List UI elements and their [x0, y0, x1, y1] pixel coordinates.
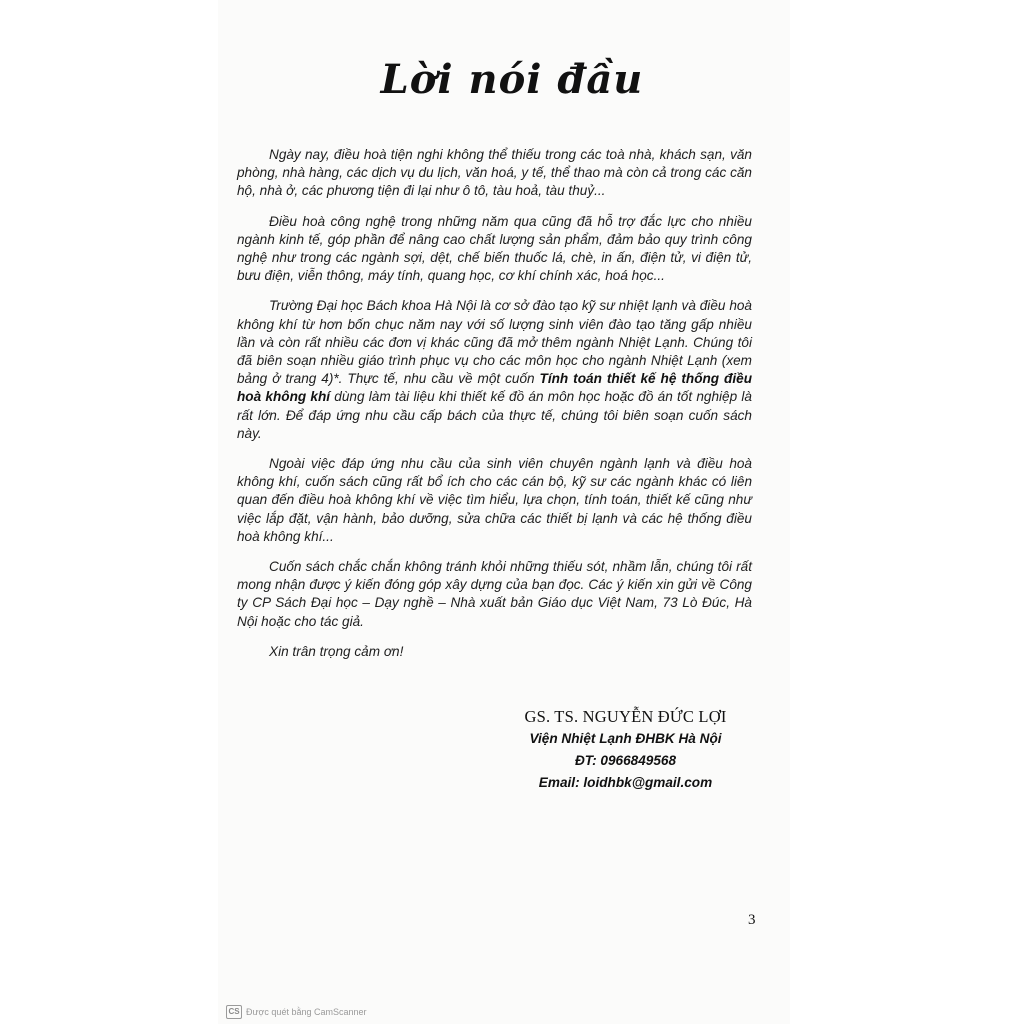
page-number: 3: [748, 912, 756, 928]
preface-body: [237, 146, 752, 673]
paragraph-1: Ngày nay, điều hoà tiện nghi không thể thiếu trong các toà nhà, khách sạn, văn phòng, nhà hàng, các dịch vụ du lịch, văn hoá, y tế, thể thao mà còn cả trong các căn hộ, nhà ở, các phương tiện đi lại như ô tô, tàu hoả, tàu thuỷ...: [237, 147, 752, 199]
paragraph-3: [237, 297, 752, 443]
paragraph-4: Ngoài việc đáp ứng nhu cầu của sinh viên chuyên ngành lạnh và điều hoà không khí, cuốn sách cũng rất bổ ích cho các cán bộ, kỹ sư các ngành khác có liên quan đến điều hoà không khí về việc tìm hiểu, lựa chọn, tính toán, thiết kế cũng như việc lắp đặt, vận hành, bảo dưỡng, sửa chữa các thiết bị lạnh và các hệ thống điều hoà không khí...: [237, 456, 752, 544]
paragraph-5: Cuốn sách chắc chắn không tránh khỏi những thiếu sót, nhầm lẫn, chúng tôi rất mong nhận được ý kiến đóng góp xây dựng của bạn đọc. Các ý kiến xin gửi về Công ty CP Sách Đại học – Dạy nghề – Nhà xuất bản Giáo dục Việt Nam, 73 Lò Đúc, Hà Nội hoặc cho tác giả.: [237, 559, 752, 629]
author-phone: ĐT: 0966849568: [574, 753, 677, 768]
paragraph-3-text-a: Trường Đại học Bách khoa Hà Nội là cơ sở đào tạo kỹ sư nhiệt lạnh và điều hoà không khí từ hơn bốn chục năm nay với số lượng sinh viên đào tạo tăng gấp nhiều lần và còn rất nhiều các đơn vị khác cũng đã mở thêm ngành Nhiệt Lạnh. Chúng tôi đã biên soạn nhiều giáo trình phục vụ cho các môn học cho ngành Nhiệt Lạnh (xem bảng ở trang 4)*. Thực tế, nhu cầu về một cuốn: [237, 298, 752, 387]
camscanner-logo-icon: CS: [226, 1005, 242, 1019]
author-signature: [488, 706, 763, 794]
scanner-watermark: [226, 1005, 367, 1019]
watermark-text: Được quét bằng CamScanner: [246, 1007, 367, 1017]
author-institute: Viện Nhiệt Lạnh ĐHBK Hà Nội: [529, 731, 722, 746]
book-title-emphasis: Tính toán thiết kế hệ thống điều hoà không khí: [237, 371, 752, 405]
paragraph-3-text-b: dùng làm tài liệu khi thiết kế đồ án môn học hoặc đồ án tốt nghiệp là rất lớn. Để đáp ứng nhu cầu cấp bách của thực tế, chúng tôi biên soạn cuốn sách này.: [237, 389, 752, 441]
closing-thanks: Xin trân trọng cảm ơn!: [269, 643, 404, 659]
page-title: Lời nói đầu: [380, 56, 644, 103]
author-name: GS. TS. NGUYỄN ĐỨC LỢI: [524, 707, 727, 726]
author-email: Email: loidhbk@gmail.com: [538, 775, 713, 790]
paragraph-2: Điều hoà công nghệ trong những năm qua cũng đã hỗ trợ đắc lực cho nhiều ngành kinh tế, góp phần để nâng cao chất lượng sản phẩm, đảm bảo quy trình công nghệ như trong các ngành sợi, dệt, chế biến thuốc lá, chè, in ấn, điện tử, vi điện tử, bưu điện, viễn thông, máy tính, quang học, cơ khí chính xác, hoá học...: [237, 213, 752, 284]
